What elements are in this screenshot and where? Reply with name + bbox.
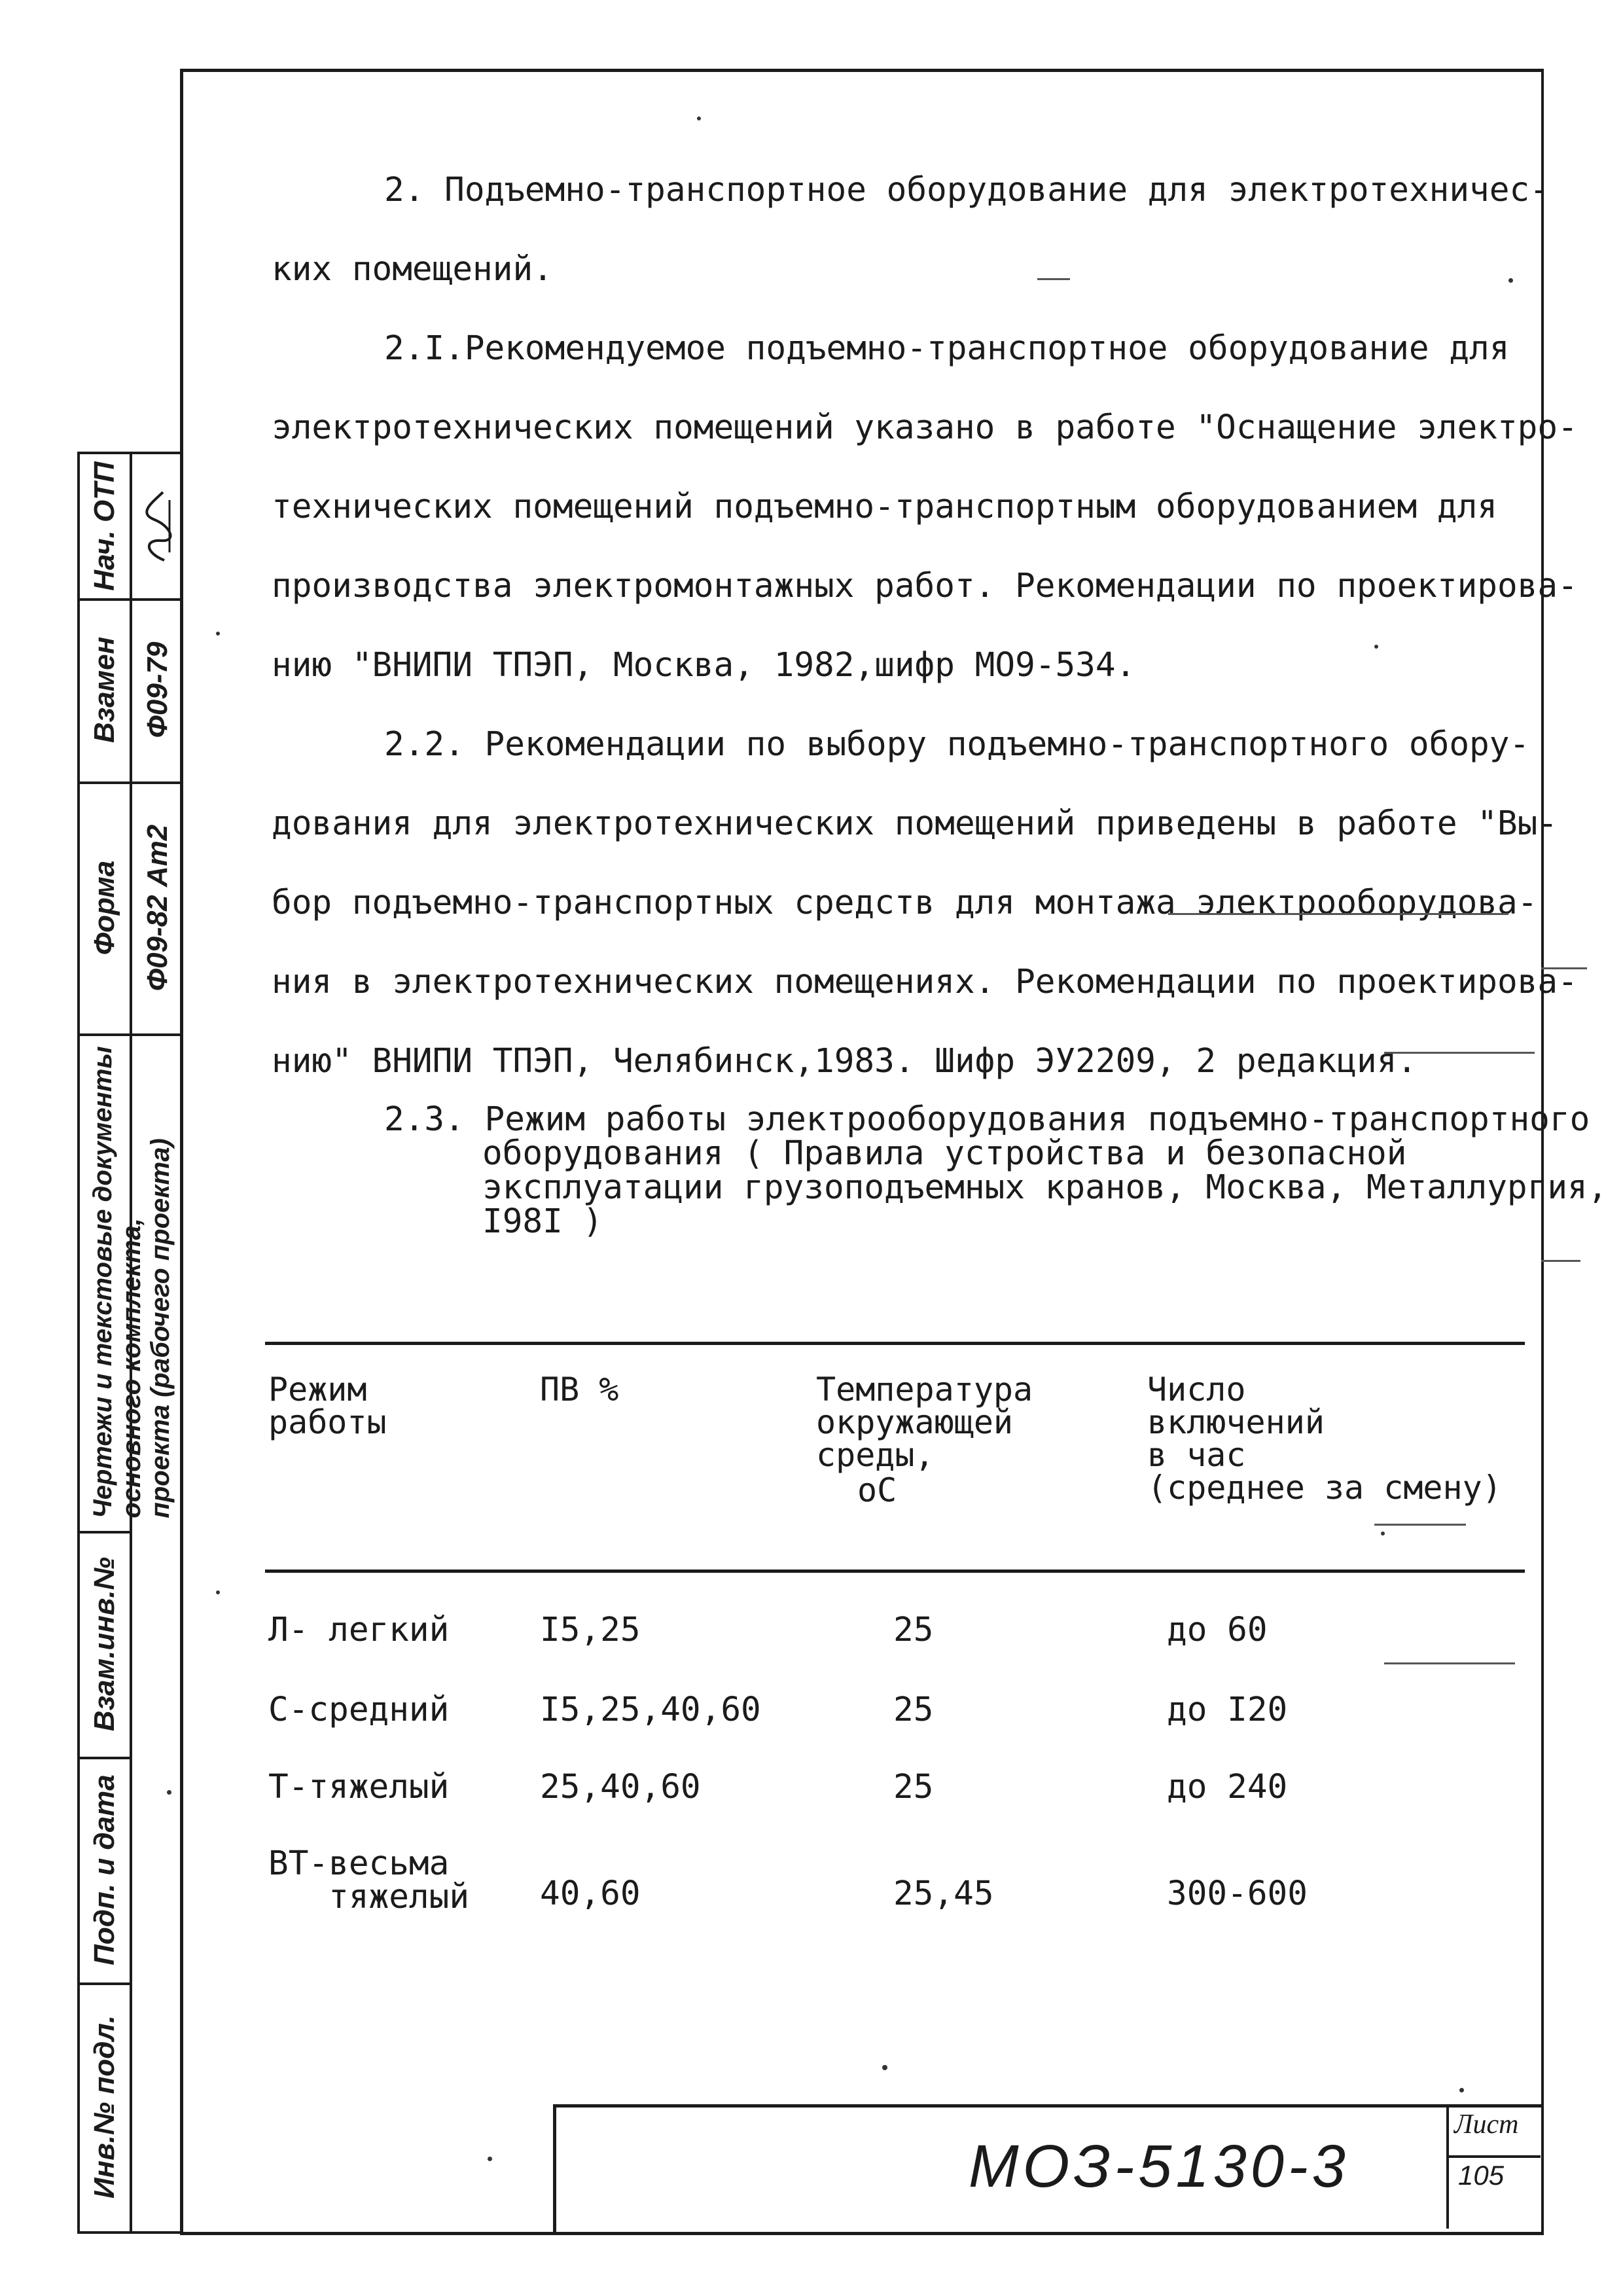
scan-speck xyxy=(216,1590,220,1594)
table-cell: I5,25 xyxy=(540,1611,641,1649)
paragraph-2-1 xyxy=(272,309,1578,705)
table-cell: Л- легкий xyxy=(268,1611,450,1649)
table-header-mode: Режим работы xyxy=(268,1371,387,1441)
scan-mark xyxy=(1384,1662,1515,1664)
scan-mark xyxy=(1374,1524,1466,1526)
text-line: бор подъемно-транспортных средств для монтажа электрооборудова- xyxy=(272,884,1538,922)
scan-speck xyxy=(697,117,701,120)
paragraph-2-2 xyxy=(272,705,1578,1101)
text-line: 2.3. Режим работы электрооборудования подъемно-транспортного xyxy=(384,1100,1590,1139)
table-cell: 25 xyxy=(893,1768,934,1806)
text-line: нию" ВНИПИ ТПЭП, Челябинск,1983. Шифр ЭУ2209, 2 редакция. xyxy=(272,1042,1418,1081)
vzam-inv-label: Взам.инв.№ xyxy=(88,1556,120,1731)
table-cell: I5,25,40,60 xyxy=(540,1691,761,1729)
vzamen-cell xyxy=(80,598,130,781)
table-cell: 40,60 xyxy=(540,1874,641,1913)
text-line: дования для электротехнических помещений приведены в работе "Вы- xyxy=(272,804,1558,843)
text-line: производства электромонтажных работ. Рекомендации по проектирова- xyxy=(272,567,1578,605)
table-cell: до I20 xyxy=(1167,1691,1288,1729)
forma-cell xyxy=(80,781,130,1033)
table-header-temp-unit: оC xyxy=(857,1471,897,1509)
scan-speck xyxy=(1508,278,1513,283)
table-cell: С-средний xyxy=(268,1691,450,1729)
table-header-pv: ПВ % xyxy=(540,1371,619,1408)
scan-speck xyxy=(488,2157,492,2161)
table-cell: 300-600 xyxy=(1167,1874,1308,1913)
signature-cell xyxy=(132,454,183,598)
paragraph-2-3 xyxy=(384,1100,1608,1241)
table-cell: 25,45 xyxy=(893,1874,994,1913)
scan-mark xyxy=(1541,967,1587,969)
drawings-cell xyxy=(80,1033,183,1531)
scan-speck xyxy=(1374,645,1378,649)
table-top-rule xyxy=(265,1342,1525,1345)
vzamen-label: Взамен xyxy=(88,636,120,744)
text-line: эксплуатации грузоподъемных кранов, Москва, Металлургия, xyxy=(482,1168,1608,1207)
table-cell: до 60 xyxy=(1167,1611,1268,1649)
nach-otp-label: Нач. ОТП xyxy=(88,461,120,591)
sheet-number: 105 xyxy=(1458,2160,1505,2191)
table-header-temperature: Температура окружающей среды, xyxy=(816,1371,1033,1474)
scan-speck xyxy=(167,1790,171,1795)
table-cell: 25 xyxy=(893,1691,934,1729)
scan-mark xyxy=(1037,278,1070,280)
text-line: ких помещений. xyxy=(272,250,553,289)
forma-value-cell xyxy=(132,781,183,1033)
text-line: 2.I.Рекомендуемое подъемно-транспортное оборудование для xyxy=(384,329,1510,368)
table-cell: Т-тяжелый xyxy=(268,1768,450,1806)
document-code: МОЗ-5130-3 xyxy=(969,2133,1349,2200)
podp-data-cell xyxy=(80,1757,130,1982)
forma-value: Ф09-82 Ат2 xyxy=(141,824,173,991)
vzam-inv-cell xyxy=(80,1531,130,1757)
table-cell: 25 xyxy=(893,1611,934,1649)
text-line: нию "ВНИПИ ТПЭП, Москва, 1982,шифр МО9-534. xyxy=(272,646,1136,685)
text-line: технических помещений подъемно-транспортным оборудованием для xyxy=(272,488,1497,526)
scan-speck xyxy=(882,2065,887,2070)
table-header-switchings: Число включений в час (среднее за смену) xyxy=(1147,1371,1502,1507)
sidebar-stamp xyxy=(77,452,183,2234)
text-line: 2.2. Рекомендации по выбору подъемно-транспортного обору- xyxy=(384,725,1530,764)
table-header-rule xyxy=(265,1570,1525,1573)
table-cell: 25,40,60 xyxy=(540,1768,701,1806)
nach-otp-cell xyxy=(80,454,130,598)
forma-label: Форма xyxy=(88,860,120,955)
scan-speck xyxy=(216,632,220,636)
section-2-heading xyxy=(272,151,1550,309)
scan-mark xyxy=(1168,913,1508,915)
text-line: 2. Подъемно-транспортное оборудование для электротехничес- xyxy=(384,171,1550,209)
table-cell: ВТ-весьма тяжелый xyxy=(268,1844,470,1916)
text-line: I98I ) xyxy=(482,1202,603,1241)
signature-icon xyxy=(138,487,177,565)
text-line: ния в электротехнических помещениях. Рекомендации по проектирова- xyxy=(272,963,1578,1001)
vzamen-value-cell xyxy=(132,598,183,781)
vzamen-value: Ф09-79 xyxy=(141,641,173,738)
scan-speck xyxy=(1381,1532,1385,1535)
inv-podl-label: Инв.№ подл. xyxy=(88,2015,120,2199)
scan-mark xyxy=(1384,1052,1535,1054)
table-cell: до 240 xyxy=(1167,1768,1288,1806)
scan-mark xyxy=(1541,1260,1580,1262)
text-line: оборудования ( Правила устройства и безопасной xyxy=(482,1134,1407,1173)
scan-speck xyxy=(1459,2088,1464,2092)
inv-podl-cell xyxy=(80,1982,130,2231)
text-line: электротехнических помещений указано в работе "Оснащение электро- xyxy=(272,408,1578,447)
drawings-label: Чертежи и текстовые документы основного комплекта, проекта (рабочего проекта) xyxy=(88,1046,175,1518)
sheet-label: Лист xyxy=(1454,2109,1519,2140)
podp-data-label: Подп. и дата xyxy=(88,1774,120,1965)
